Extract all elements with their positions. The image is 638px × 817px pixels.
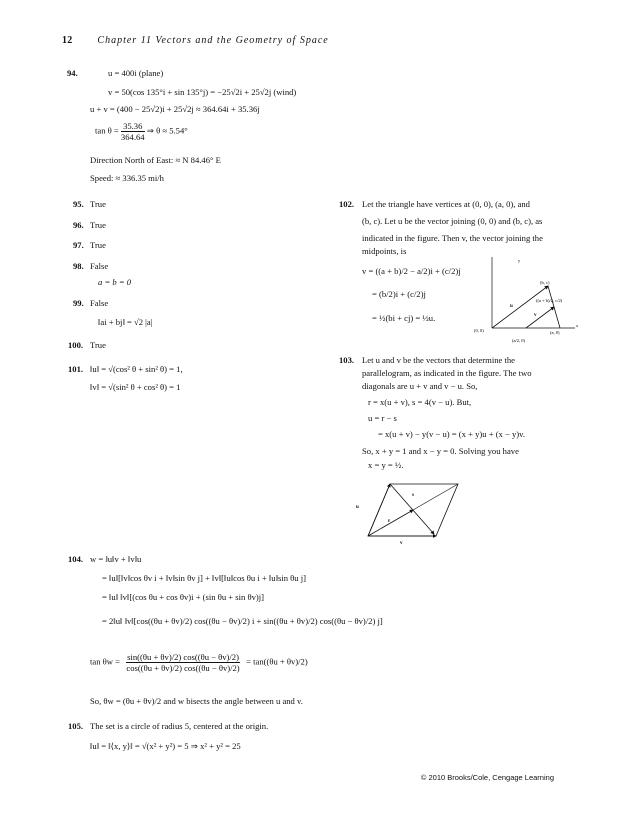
tan-fraction: $\frac{35.36}{364.64}$	[120, 121, 145, 142]
problem-104-conclusion: So, θw = (θu + θv)/2 and w bisects the angle between u and v.	[90, 696, 303, 706]
x-axis-label: x	[576, 323, 579, 328]
label-origin: (0, 0)	[474, 328, 484, 333]
problem-104-line-4: = 2‖u‖ ‖v‖[cos((θu + θv)/2) cos((θu − θv)/2) i + sin((θu + θv)/2) cos((θu − θv)/2) j]	[102, 616, 383, 626]
problem-98-number: 98.	[73, 261, 84, 271]
problem-103-line-4: r = x(u + v), s = 4(v − u). But,	[368, 397, 472, 407]
problem-98-sub: a = b = 0	[98, 277, 132, 287]
label-v: v	[400, 541, 403, 546]
problem-103-parallelogram-figure	[350, 478, 462, 546]
problem-103-line-8: x = y = ½.	[368, 460, 404, 470]
problem-102-eq-3: = ½(bi + cj) = ½u.	[372, 313, 436, 323]
problem-105-line-1: The set is a circle of radius 5, centered at the origin.	[90, 721, 269, 731]
chapter-title: Chapter 11 Vectors and the Geometry of Space	[97, 35, 329, 46]
problem-105-line-2: ‖u‖ = ‖⟨x, y⟩‖ = √(x² + y²) = 5 ⇒ x² + y² = 25	[90, 741, 241, 751]
page-number: 12	[62, 35, 73, 46]
label-midpoint-1: ((a + b)/2, c/2)	[536, 298, 563, 303]
problem-99-sub: ‖ai + bj‖ = √2 |a|	[98, 317, 153, 327]
problem-103-line-2: parallelogram, as indicated in the figure. The two	[362, 368, 532, 378]
vector-u	[368, 484, 390, 536]
problem-100-number: 100.	[68, 340, 84, 350]
problem-103-line-7: So, x + y = 1 and x − y = 0. Solving you have	[362, 446, 519, 456]
problem-95-number: 95.	[73, 199, 84, 209]
label-bc: (b, c)	[540, 280, 550, 285]
problem-102-line-2: (b, c). Let u be the vector joining (0, 0) and (b, c), as	[362, 216, 543, 226]
problem-104-number: 104.	[68, 554, 84, 564]
problem-94-line-3: u + v = (400 − 25√2)i + 25√2j ≈ 364.64i + 35.36j	[90, 104, 260, 114]
problem-104-line-2: = ‖u‖[‖v‖cos θv i + ‖v‖sin θv j] + ‖v‖[‖u‖cos θu i + ‖u‖sin θu j]	[102, 573, 306, 583]
copyright-footer: © 2010 Brooks/Cole, Cengage Learning	[420, 773, 554, 782]
problem-94-line-1: u = 400i (plane)	[108, 68, 164, 78]
problem-102-triangle-figure	[470, 252, 580, 347]
problem-99-number: 99.	[73, 298, 84, 308]
problem-104-line-3: = ‖u‖ ‖v‖[(cos θu + cos θv)i + (sin θu + sin θv)j]	[102, 592, 264, 602]
problem-102-number: 102.	[339, 199, 355, 209]
diagonal	[413, 484, 458, 510]
problem-96-number: 96.	[73, 220, 84, 230]
problem-94-direction: Direction North of East: ≈ N 84.46° E	[90, 155, 221, 165]
label-r: r	[388, 519, 391, 524]
problem-97-number: 97.	[73, 240, 84, 250]
problem-103-line-6: = x(u + v) − y(v − u) = (x + y)u + (x − y)v.	[378, 429, 526, 439]
problem-103-line-3: diagonals are u + v and v − u. So,	[362, 381, 478, 391]
problem-100-answer: True	[90, 340, 106, 350]
label-v: v	[534, 313, 537, 318]
page-header	[62, 35, 329, 46]
problem-97-answer: True	[90, 240, 106, 250]
problem-98-answer: False	[90, 261, 109, 271]
problem-101-number: 101.	[68, 364, 84, 374]
problem-96-answer: True	[90, 220, 106, 230]
problem-102-line-4: midpoints, is	[362, 246, 407, 256]
problem-105-number: 105.	[68, 721, 84, 731]
problem-101-line-2: ‖v‖ = √(sin² θ + cos² θ) = 1	[90, 382, 181, 392]
tan-w-fraction: $\frac{\sin((\theta u + \theta v)/2) \cos((\theta u - \theta v)/2)}{\cos((\theta u + \theta v)/2) \cos((\theta u - \theta v)/2)}$	[126, 652, 240, 673]
problem-102-line-3: indicated in the figure. Then v, the vector joining the	[362, 233, 543, 243]
label-s: s	[412, 493, 414, 498]
problem-95-answer: True	[90, 199, 106, 209]
y-axis-label: y	[518, 258, 521, 263]
problem-102-line-1: Let the triangle have vertices at (0, 0), (a, 0), and	[362, 199, 530, 209]
problem-101-line-1: ‖u‖ = √(cos² θ + sin² θ) = 1,	[90, 364, 183, 374]
problem-104-tan-equation: tan θw = $\frac{\sin((\theta u + \theta v)/2) \cos((\theta u - \theta v)/2)}{\cos((\theta u + \theta v)/2) \cos((\theta u - \theta v)/2)}$ = tan((θu + θv)/2)	[90, 652, 308, 673]
vector-r	[368, 510, 413, 536]
problem-102-eq-1: v = ((a + b)/2 − a/2)i + (c/2)j	[362, 266, 461, 276]
label-u: u	[510, 304, 513, 309]
vector-s	[390, 484, 434, 534]
problem-94-speed: Speed: ≈ 336.35 mi/h	[90, 173, 164, 183]
problem-102-eq-2: = (b/2)i + (c/2)j	[372, 289, 426, 299]
label-u: u	[356, 505, 359, 510]
problem-94-tan-equation: tan θ = $\frac{35.36}{364.64}$ ⇒ θ ≈ 5.54°	[95, 121, 188, 142]
problem-103-number: 103.	[339, 355, 355, 365]
vector-u	[492, 286, 548, 328]
problem-103-line-5: u = r − s	[368, 413, 397, 423]
problem-94-line-2: v = 50(cos 135°i + sin 135°j) = −25√2i + 25√2j (wind)	[108, 87, 297, 97]
problem-104-line-1: w = ‖u‖v + ‖v‖u	[90, 554, 142, 564]
label-a0: (a, 0)	[550, 330, 560, 335]
label-midpoint-2: (a/2, 0)	[512, 338, 525, 343]
problem-99-answer: False	[90, 298, 109, 308]
problem-94-number: 94.	[67, 68, 78, 78]
problem-103-line-1: Let u and v be the vectors that determine the	[362, 355, 515, 365]
vector-v	[526, 307, 554, 328]
